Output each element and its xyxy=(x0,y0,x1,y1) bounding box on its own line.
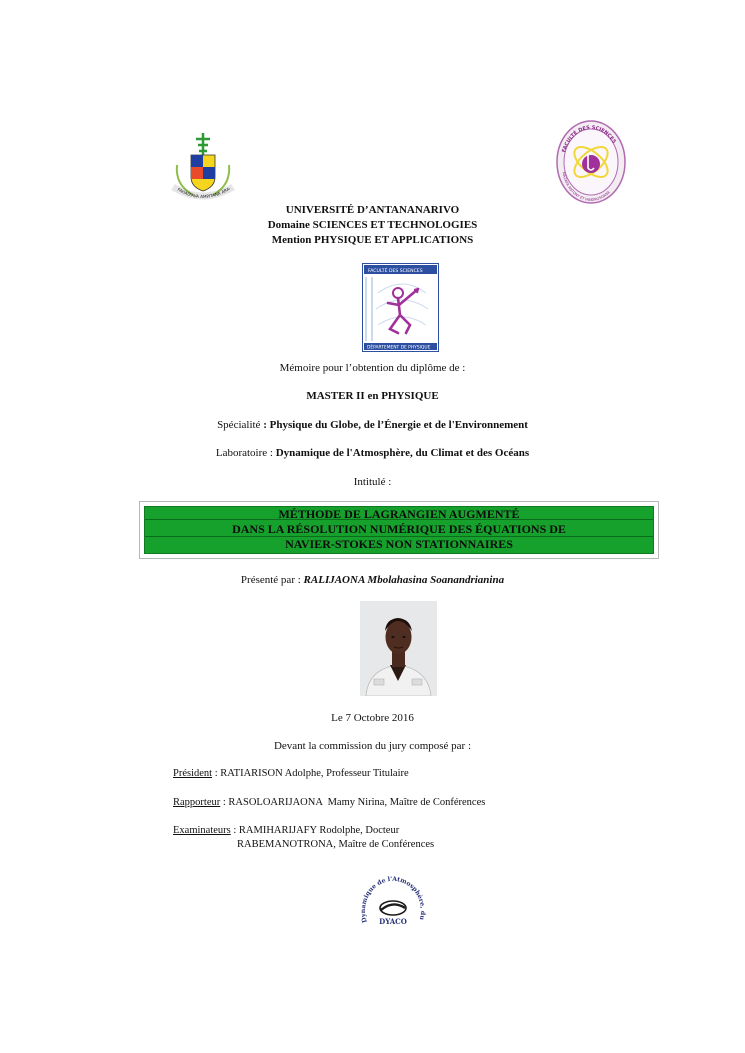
faculty-seal-logo xyxy=(552,116,630,208)
jury-rapporteur xyxy=(173,796,485,810)
specialite-value: : Physique du Globe, de l’Énergie et de l'Environnement xyxy=(263,419,528,431)
rapporteur-value: : RASOLOARIJAONA Mamy Nirina, Maître de Conférences xyxy=(220,797,486,808)
laboratoire-line xyxy=(0,446,745,460)
laboratoire-label: Laboratoire : xyxy=(215,447,273,459)
specialite-line xyxy=(0,418,745,432)
jury-intro: Devant la commission du jury composé par : xyxy=(273,740,472,752)
emblem-motto: FAHAIZAVA AMPITANA ARA- xyxy=(176,185,232,200)
author-photo xyxy=(360,601,437,696)
defense-date: Le 7 Octobre 2016 xyxy=(331,712,414,724)
seal-top-text: FACULTÉ DES SCIENCES xyxy=(561,124,617,154)
degree-name: MASTER II en PHYSIQUE xyxy=(306,390,439,402)
thesis-title-band xyxy=(144,506,654,554)
intitule-label: Intitulé : xyxy=(353,476,392,488)
university-name: UNIVERSITÉ D’ANTANANARIVO xyxy=(285,204,460,216)
dept-logo-bottom-text: DÉPARTEMENT DE PHYSIQUE xyxy=(367,345,431,351)
examinateur-2: RABEMANOTRONA, Maître de Conférences xyxy=(237,839,435,850)
author-label: Présenté par : xyxy=(240,574,301,586)
seal-bottom-text: MAZAVA ANTONY ET FANDROSOANA xyxy=(561,171,611,203)
lab-center-text: DYACO xyxy=(379,917,407,926)
university-emblem-logo xyxy=(163,125,243,205)
examinateurs-label: Examinateurs xyxy=(173,825,231,836)
mention-name: Mention PHYSIQUE ET APPLICATIONS xyxy=(271,234,474,246)
thesis-title-line-2: DANS LA RÉSOLUTION NUMÉRIQUE DES ÉQUATIONS DE xyxy=(232,522,566,536)
president-label: Président xyxy=(173,768,213,779)
memoire-intro: Mémoire pour l’obtention du diplôme de : xyxy=(279,362,466,374)
thesis-title-line-1: MÉTHODE DE LAGRANGIEN AUGMENTÉ xyxy=(278,507,520,521)
thesis-title-box xyxy=(139,501,659,559)
thesis-title-line-3: NAVIER-STOKES NON STATIONNAIRES xyxy=(285,537,513,551)
dept-logo-top-text: FACULTÉ DES SCIENCES xyxy=(368,269,423,274)
author-line xyxy=(0,573,745,587)
jury-president xyxy=(173,767,409,781)
jury-examinateurs xyxy=(173,824,399,838)
specialite-label: Spécialité xyxy=(217,419,261,431)
author-name: RALIJAONA Mbolahasina Soanandrianina xyxy=(303,574,505,586)
dyaco-lab-logo xyxy=(355,864,431,946)
laboratoire-value: Dynamique de l'Atmosphère, du Climat et des Océans xyxy=(275,447,530,459)
rapporteur-label: Rapporteur xyxy=(173,797,221,808)
physics-department-logo xyxy=(362,263,439,352)
president-value: : RATIARISON Adolphe, Professeur Titulaire xyxy=(212,768,409,779)
examinateur-1: : RAMIHARIJAFY Rodolphe, Docteur xyxy=(230,825,400,836)
domain-name: Domaine SCIENCES ET TECHNOLOGIES xyxy=(267,219,478,231)
lab-ring-text: Dynamique de l'Atmosphère, du xyxy=(359,875,427,924)
